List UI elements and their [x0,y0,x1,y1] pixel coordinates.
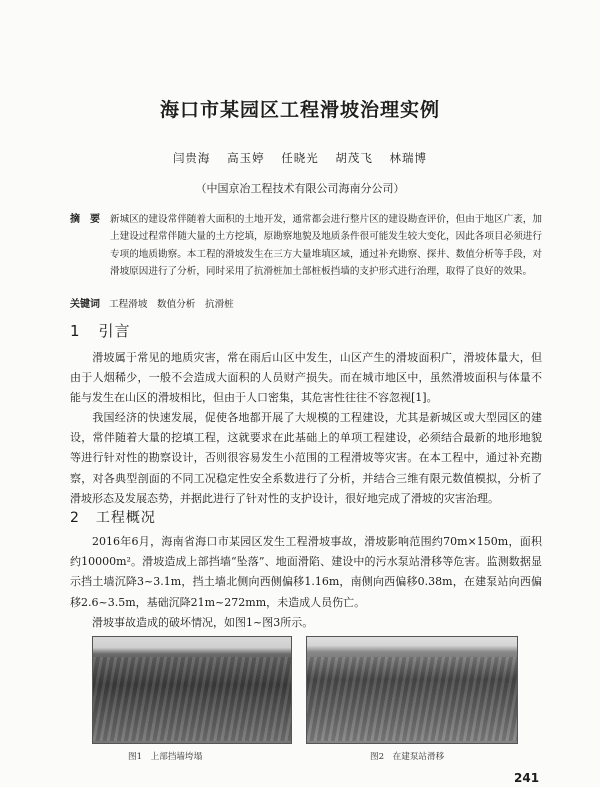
section-2-paragraph-1 [70,532,542,613]
keywords-block [70,295,234,310]
abstract-block [70,211,542,280]
abstract-label: 摘 要 [70,214,100,225]
abstract-text: 新城区的建设常伴随着大面积的土地开发，通常都会进行整片区的建设勘查评价，但由于地区广袤，加上建设过程常伴随大量的土方挖填，原勘察地貌及地质条件很可能发生较大变化，因此各项目必须进行专项的地质勘察。本工程的滑坡发生在三方大量堆填区域，通过补充勘察、探井、数值分析等手段，对滑坡原因进行了分析，同时采用了抗滑桩加土部桩板挡墙的支护形式进行治理，取得了良好的效果。 [110,214,542,277]
figure-2-photo [306,636,518,744]
section-2-title: 工程概况 [95,510,156,526]
section-1-number: 1 [70,322,81,340]
keywords-label: 关键词 [70,299,100,310]
section-2-heading [70,507,156,527]
paper-title: 海口市某园区工程滑坡治理实例 [159,99,440,121]
author-list: 闫贵海 高玉婷 任晓光 胡茂飞 林瑞博 [172,151,428,165]
section-2-paragraph-2-text: 滑坡事故造成的破坏情况，如图1~图3所示。 [92,616,314,629]
affiliation: （中国京冶工程技术有限公司海南分公司） [195,182,405,195]
section-2-number: 2 [70,510,80,526]
section-1-paragraph-1-text: 滑坡属于常见的地质灾害，常在雨后山区中发生，山区产生的滑坡面积广，滑坡体量大，但由于人烟稀少，一般不会造成大面积的人员财产损失。而在城市地区中，虽然滑坡面积与体量不能与发生在山区的滑坡相比，但由于人口密集，其危害性往往不容忽视[1]。 [70,351,542,405]
section-2-paragraph-2 [70,613,542,633]
page-number: 241 [514,771,540,785]
figure-1-photo [92,636,292,744]
section-2-paragraph-1-text: 2016年6月，海南省海口市某园区发生工程滑坡事故，滑坡影响范围约70m×150m，面积约10000m²。滑坡造成上部挡墙“坠落”、地面滑陷、建设中的污水泵站滑移等危害。监测数据显示挡土墙沉降3~3.1m，挡土墙北侧向西侧偏移1.16m，南侧向西偏移0.38m，在建泵站向西偏移2.6~3.5m，基础沉降21m~272mm，未造成人员伤亡。 [70,535,542,609]
figure-1-caption: 图1 上部挡墙垮塌 [128,752,203,762]
section-1-paragraph-2 [70,408,542,509]
section-1-paragraph-1 [70,348,542,409]
section-1-paragraph-2-text: 我国经济的快速发展，促使各地都开展了大规模的工程建设，尤其是新城区或大型园区的建设，常伴随着大量的挖填工程，这就要求在此基础上的单项工程建设，必须结合最新的地形地貌等进行针对性的勘察设计，否则很容易发生小范围的工程滑坡等灾害。在本工程中，通过补充勘察，对各典型剖面的不同工况稳定性安全系数进行了分析，并结合三维有限元数值模拟，分析了滑坡形态及发展态势，并据此进行了针对性的支护设计，很好地完成了滑坡的灾害治理。 [70,411,542,505]
section-1-heading [70,320,131,341]
keywords-text: 工程滑坡 数值分析 抗滑桩 [109,299,234,310]
section-1-title: 引言 [98,322,131,340]
figure-2-caption: 图2 在建泵站滑移 [370,752,445,762]
